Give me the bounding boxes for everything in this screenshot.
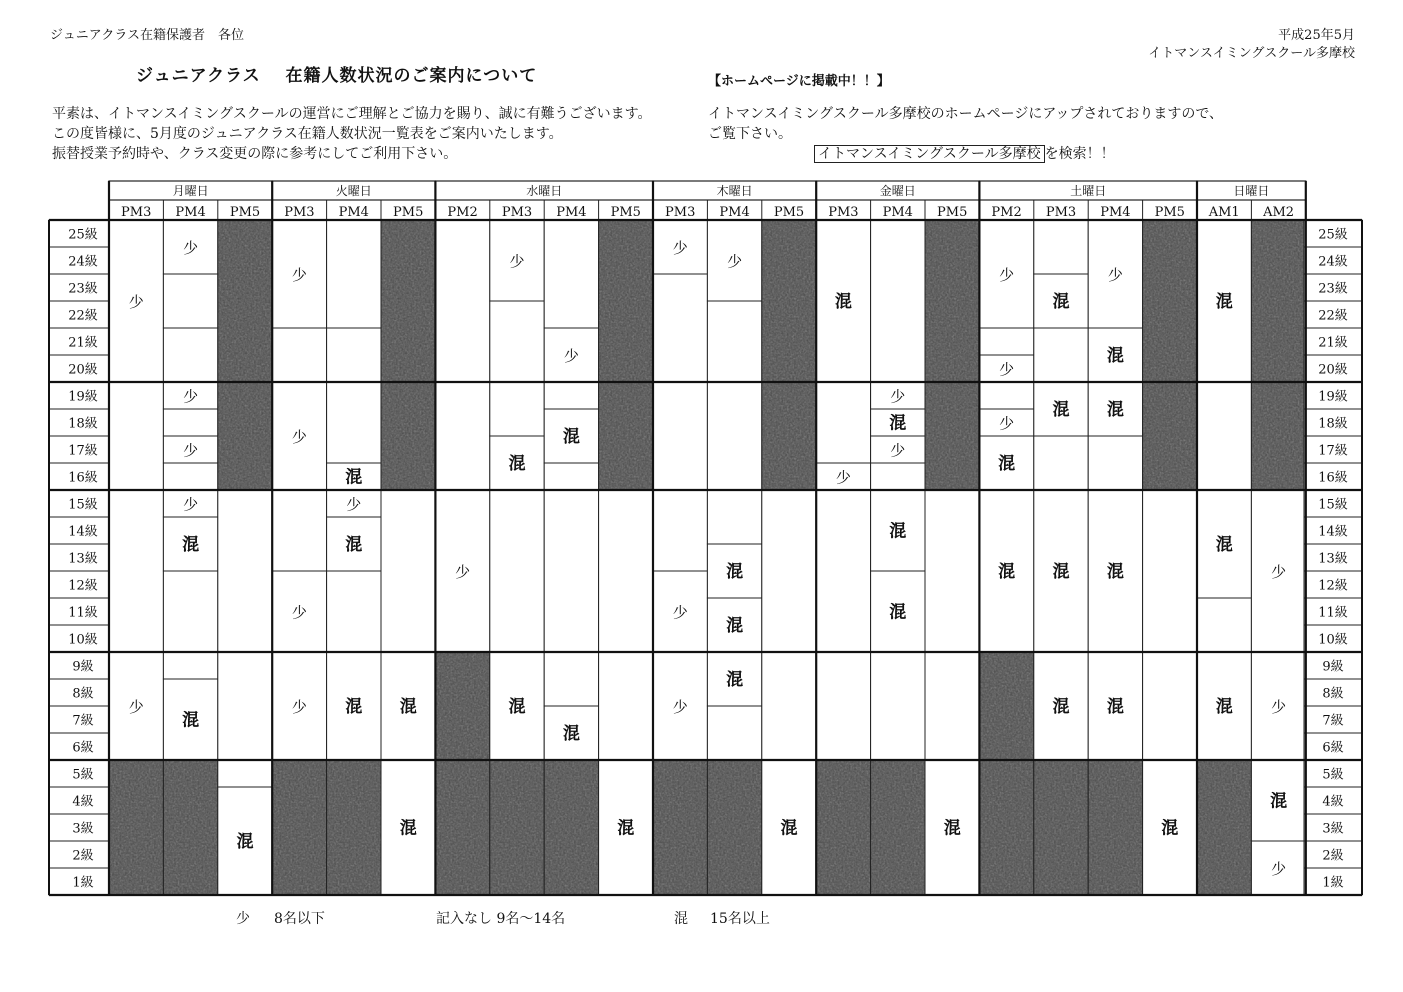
slot-header-1-1: PM4 (338, 205, 369, 220)
unavailable-cell (1197, 760, 1251, 895)
unavailable-cell (979, 652, 1033, 760)
crowded-mark: 混 (998, 562, 1016, 582)
few-mark: 少 (291, 603, 307, 622)
few-mark: 少 (672, 239, 688, 257)
few-mark: 少 (1271, 860, 1287, 878)
slot-header-2-1: PM3 (501, 205, 533, 220)
class-cell (816, 490, 870, 652)
unavailable-cell (218, 220, 272, 490)
crowded-mark: 混 (889, 413, 907, 434)
legend-few-mark: 少 (236, 911, 250, 927)
class-cell (707, 490, 761, 544)
crowded-mark: 混 (399, 818, 417, 839)
crowded-mark: 混 (399, 697, 417, 717)
crowded-mark: 混 (562, 427, 580, 447)
crowded-mark: 混 (1215, 292, 1233, 312)
crowded-mark: 混 (345, 697, 363, 717)
crowded-mark: 混 (1215, 535, 1233, 555)
level-left-label: 18級 (68, 416, 98, 432)
search-suffix: を検索！！ (1044, 146, 1115, 162)
level-right-label: 1級 (1322, 875, 1344, 891)
few-mark: 少 (563, 347, 579, 365)
level-left-label: 20級 (68, 362, 98, 378)
unavailable-cell (544, 760, 598, 895)
crowded-mark: 混 (1106, 346, 1124, 366)
crowded-mark: 混 (236, 832, 254, 852)
class-cell (218, 760, 272, 787)
slot-header-4-1: PM4 (882, 205, 913, 220)
crowded-mark: 混 (1215, 697, 1233, 717)
crowded-mark: 混 (1106, 400, 1124, 420)
class-cell (327, 220, 381, 328)
crowded-mark: 混 (182, 710, 200, 731)
level-left-label: 13級 (68, 551, 98, 567)
few-mark: 少 (1107, 266, 1123, 284)
slot-header-4-0: PM3 (828, 205, 859, 220)
notice-line-2: ご覧下さい。 (708, 126, 792, 142)
level-right-label: 4級 (1322, 794, 1344, 810)
legend-blank-text: 記入なし 9名～14名 (436, 911, 566, 927)
day-header-2: 水曜日 (526, 184, 563, 198)
few-mark: 少 (291, 428, 307, 446)
class-cell (163, 571, 217, 652)
slot-header-1-2: PM5 (393, 205, 424, 220)
class-cell (163, 328, 217, 382)
day-header-0: 月曜日 (172, 184, 209, 198)
crowded-mark: 混 (1270, 791, 1288, 812)
class-cell (163, 409, 217, 436)
level-left-label: 15級 (68, 497, 98, 513)
crowded-mark: 混 (726, 670, 744, 690)
class-cell (163, 463, 217, 490)
level-right-label: 21級 (1318, 335, 1348, 351)
day-header-4: 金曜日 (879, 184, 916, 198)
level-left-label: 8級 (72, 686, 94, 702)
level-right-label: 12級 (1318, 578, 1348, 594)
few-mark: 少 (128, 293, 144, 311)
class-cell (272, 490, 326, 571)
unavailable-cell (925, 220, 979, 490)
few-mark: 少 (183, 441, 199, 460)
notice-line-1: イトマンスイミングスクール多摩校のホームページにアップされておりますので、 (708, 106, 1224, 122)
level-right-label: 3級 (1322, 821, 1344, 837)
unavailable-cell (272, 760, 326, 895)
crowded-mark: 混 (1052, 400, 1070, 420)
slot-header-2-3: PM5 (610, 205, 641, 220)
few-mark: 少 (291, 698, 307, 716)
level-left-label: 19級 (68, 389, 98, 405)
level-left-label: 23級 (68, 281, 98, 297)
level-left-label: 16級 (68, 470, 98, 486)
unavailable-cell (1088, 760, 1142, 895)
level-left-label: 25級 (68, 227, 98, 243)
few-mark: 少 (835, 468, 851, 487)
crowded-mark: 混 (617, 818, 635, 839)
few-mark: 少 (672, 698, 688, 716)
level-left-label: 4級 (72, 794, 94, 810)
crowded-mark: 混 (508, 454, 526, 474)
class-cell (327, 328, 381, 382)
slot-header-6-0: AM1 (1208, 205, 1240, 220)
level-right-label: 9級 (1322, 659, 1344, 675)
level-left-label: 10級 (68, 632, 98, 648)
class-cell (816, 382, 870, 463)
day-header-6: 日曜日 (1233, 184, 1270, 198)
level-left-label: 6級 (72, 740, 94, 756)
few-mark: 少 (1271, 563, 1287, 581)
class-cell (871, 220, 925, 409)
level-left-label: 2級 (72, 848, 94, 864)
few-mark: 少 (183, 387, 199, 406)
level-left-label: 12級 (68, 578, 98, 594)
class-cell (490, 490, 544, 652)
slot-header-2-2: PM4 (556, 205, 587, 220)
body-line-1: 平素は、イトマンスイミングスクールの運営にご理解とご協力を賜り、誠に有難うございます。 (52, 106, 652, 122)
class-cell (490, 382, 544, 436)
legend-full-text: 15名以上 (710, 911, 770, 927)
unavailable-cell (1251, 220, 1305, 490)
crowded-mark: 混 (726, 616, 744, 636)
slot-header-3-0: PM3 (665, 205, 696, 220)
slot-header-0-2: PM5 (229, 205, 261, 220)
slot-header-5-0: PM2 (991, 205, 1022, 220)
few-mark: 少 (183, 239, 199, 257)
class-cell (544, 652, 598, 706)
level-right-label: 14級 (1318, 524, 1348, 540)
level-left-label: 7級 (72, 713, 94, 729)
crowded-mark: 混 (345, 467, 363, 488)
unavailable-cell (762, 220, 816, 490)
homepage-notice-heading: 【ホームページに掲載中！！】 (708, 74, 890, 89)
level-left-label: 5級 (72, 767, 94, 783)
few-mark: 少 (128, 698, 144, 716)
level-right-label: 6級 (1322, 740, 1344, 756)
class-cell (163, 274, 217, 328)
slot-header-5-1: PM3 (1045, 205, 1077, 220)
unavailable-cell (381, 220, 435, 490)
class-cell (1034, 328, 1088, 382)
unavailable-cell (435, 652, 489, 895)
unavailable-cell (163, 760, 217, 895)
crowded-mark: 混 (1052, 697, 1070, 717)
crowded-mark: 混 (345, 535, 363, 555)
few-mark: 少 (183, 495, 199, 514)
search-term-box: イトマンスイミングスクール多摩校 (814, 145, 1045, 163)
level-left-label: 22級 (68, 308, 98, 324)
class-cell (707, 706, 761, 760)
slot-header-4-2: PM5 (937, 205, 968, 220)
few-mark: 少 (672, 603, 688, 622)
class-cell (1034, 436, 1088, 490)
level-right-label: 16級 (1318, 470, 1348, 486)
level-right-label: 11級 (1318, 605, 1348, 621)
class-cell (1088, 436, 1142, 490)
few-mark: 少 (455, 563, 471, 581)
class-cell (327, 571, 381, 652)
level-right-label: 25級 (1318, 227, 1348, 243)
level-right-label: 5級 (1322, 767, 1344, 783)
level-right-label: 23級 (1318, 281, 1348, 297)
class-cell (1143, 490, 1197, 760)
level-right-label: 22級 (1318, 308, 1348, 324)
level-right-label: 24級 (1318, 254, 1348, 270)
class-cell (272, 328, 326, 382)
crowded-mark: 混 (889, 602, 907, 623)
class-cell (871, 463, 925, 490)
crowded-mark: 混 (562, 724, 580, 744)
crowded-mark: 混 (726, 562, 744, 582)
level-right-label: 15級 (1318, 497, 1348, 513)
level-right-label: 20級 (1318, 362, 1348, 378)
few-mark: 少 (346, 495, 362, 514)
level-left-label: 9級 (72, 659, 94, 675)
unavailable-cell (871, 760, 925, 895)
slot-header-3-1: PM4 (719, 205, 750, 220)
level-right-label: 2級 (1322, 848, 1344, 864)
crowded-mark: 混 (508, 697, 526, 717)
class-cell (1034, 220, 1088, 274)
crowded-mark: 混 (1052, 562, 1070, 582)
class-cell (599, 652, 653, 760)
crowded-mark: 混 (834, 292, 852, 312)
level-right-label: 19級 (1318, 389, 1348, 405)
class-cell (544, 220, 598, 328)
crowded-mark: 混 (1106, 562, 1124, 582)
class-cell (707, 301, 761, 490)
crowded-mark: 混 (780, 818, 798, 839)
legend-full-mark: 混 (674, 911, 688, 927)
day-header-1: 火曜日 (335, 184, 372, 198)
class-cell (599, 490, 653, 652)
class-cell (544, 463, 598, 490)
slot-header-6-1: AM2 (1263, 205, 1295, 220)
slot-header-0-0: PM3 (121, 205, 152, 220)
slot-header-1-0: PM3 (284, 205, 315, 220)
class-cell (1197, 382, 1251, 490)
slot-header-5-3: PM5 (1154, 205, 1185, 220)
unavailable-cell (490, 760, 544, 895)
class-cell (218, 652, 272, 760)
few-mark: 少 (890, 387, 906, 406)
level-right-label: 7級 (1322, 713, 1344, 729)
unavailable-cell (327, 760, 381, 895)
issue-date: 平成25年5月 (1278, 28, 1355, 43)
class-cell (1197, 598, 1251, 652)
unavailable-cell (653, 760, 707, 895)
unavailable-cell (707, 760, 761, 895)
crowded-mark: 混 (998, 454, 1016, 474)
class-cell (979, 328, 1033, 355)
level-right-label: 8級 (1322, 686, 1344, 702)
level-right-label: 13級 (1318, 551, 1348, 567)
unavailable-cell (1034, 760, 1088, 895)
level-right-label: 10級 (1318, 632, 1348, 648)
class-cell (109, 382, 163, 490)
level-left-label: 3級 (72, 821, 94, 837)
class-cell (381, 490, 435, 652)
class-cell (871, 652, 925, 760)
level-right-label: 18級 (1318, 416, 1348, 432)
class-cell (490, 301, 544, 382)
level-left-label: 11級 (68, 605, 98, 621)
crowded-mark: 混 (182, 535, 200, 555)
unavailable-cell (979, 760, 1033, 895)
body-line-2: この度皆様に、5月度のジュニアクラス在籍人数状況一覧表をご案内いたします。 (52, 126, 563, 142)
few-mark: 少 (727, 252, 743, 271)
few-mark: 少 (291, 266, 307, 284)
crowded-mark: 混 (1161, 818, 1179, 839)
few-mark: 少 (509, 252, 525, 271)
class-cell (544, 382, 598, 409)
class-cell (109, 490, 163, 652)
level-left-label: 24級 (68, 254, 98, 270)
unavailable-cell (109, 760, 163, 895)
class-cell (218, 490, 272, 652)
class-cell (435, 220, 489, 490)
slot-header-2-0: PM2 (447, 205, 478, 220)
legend-few-text: 8名以下 (274, 911, 325, 927)
class-cell (163, 652, 217, 679)
unavailable-cell (599, 220, 653, 490)
slot-header-3-2: PM5 (773, 205, 805, 220)
unavailable-cell (816, 760, 870, 895)
few-mark: 少 (1271, 698, 1287, 716)
page-title: ジュニアクラス 在籍人数状況のご案内について (136, 66, 538, 86)
slot-header-0-1: PM4 (175, 205, 206, 220)
unavailable-cell (1143, 220, 1197, 490)
few-mark: 少 (999, 266, 1015, 284)
level-right-label: 17級 (1318, 443, 1348, 459)
class-cell (762, 490, 816, 760)
class-cell (544, 490, 598, 652)
crowded-mark: 混 (889, 521, 907, 542)
crowded-mark: 混 (1052, 292, 1070, 312)
class-cell (979, 382, 1033, 409)
crowded-mark: 混 (1106, 697, 1124, 717)
day-header-3: 木曜日 (716, 184, 753, 198)
body-line-3: 振替授業予約時や、クラス変更の際に参考にしてご利用下さい。 (52, 146, 458, 162)
level-left-label: 1級 (72, 875, 94, 891)
few-mark: 少 (890, 441, 906, 460)
level-left-label: 17級 (68, 443, 98, 459)
class-cell (925, 490, 979, 760)
crowded-mark: 混 (943, 818, 961, 839)
class-cell (327, 382, 381, 463)
recipient: ジュニアクラス在籍保護者 各位 (50, 28, 244, 43)
level-left-label: 21級 (68, 335, 98, 351)
class-cell (653, 490, 707, 571)
slot-header-5-2: PM4 (1100, 205, 1131, 220)
school-name: イトマンスイミングスクール多摩校 (1148, 46, 1355, 61)
few-mark: 少 (999, 360, 1015, 379)
few-mark: 少 (999, 414, 1015, 433)
class-cell (816, 652, 870, 760)
day-header-5: 土曜日 (1070, 184, 1107, 198)
level-left-label: 14級 (68, 524, 98, 540)
